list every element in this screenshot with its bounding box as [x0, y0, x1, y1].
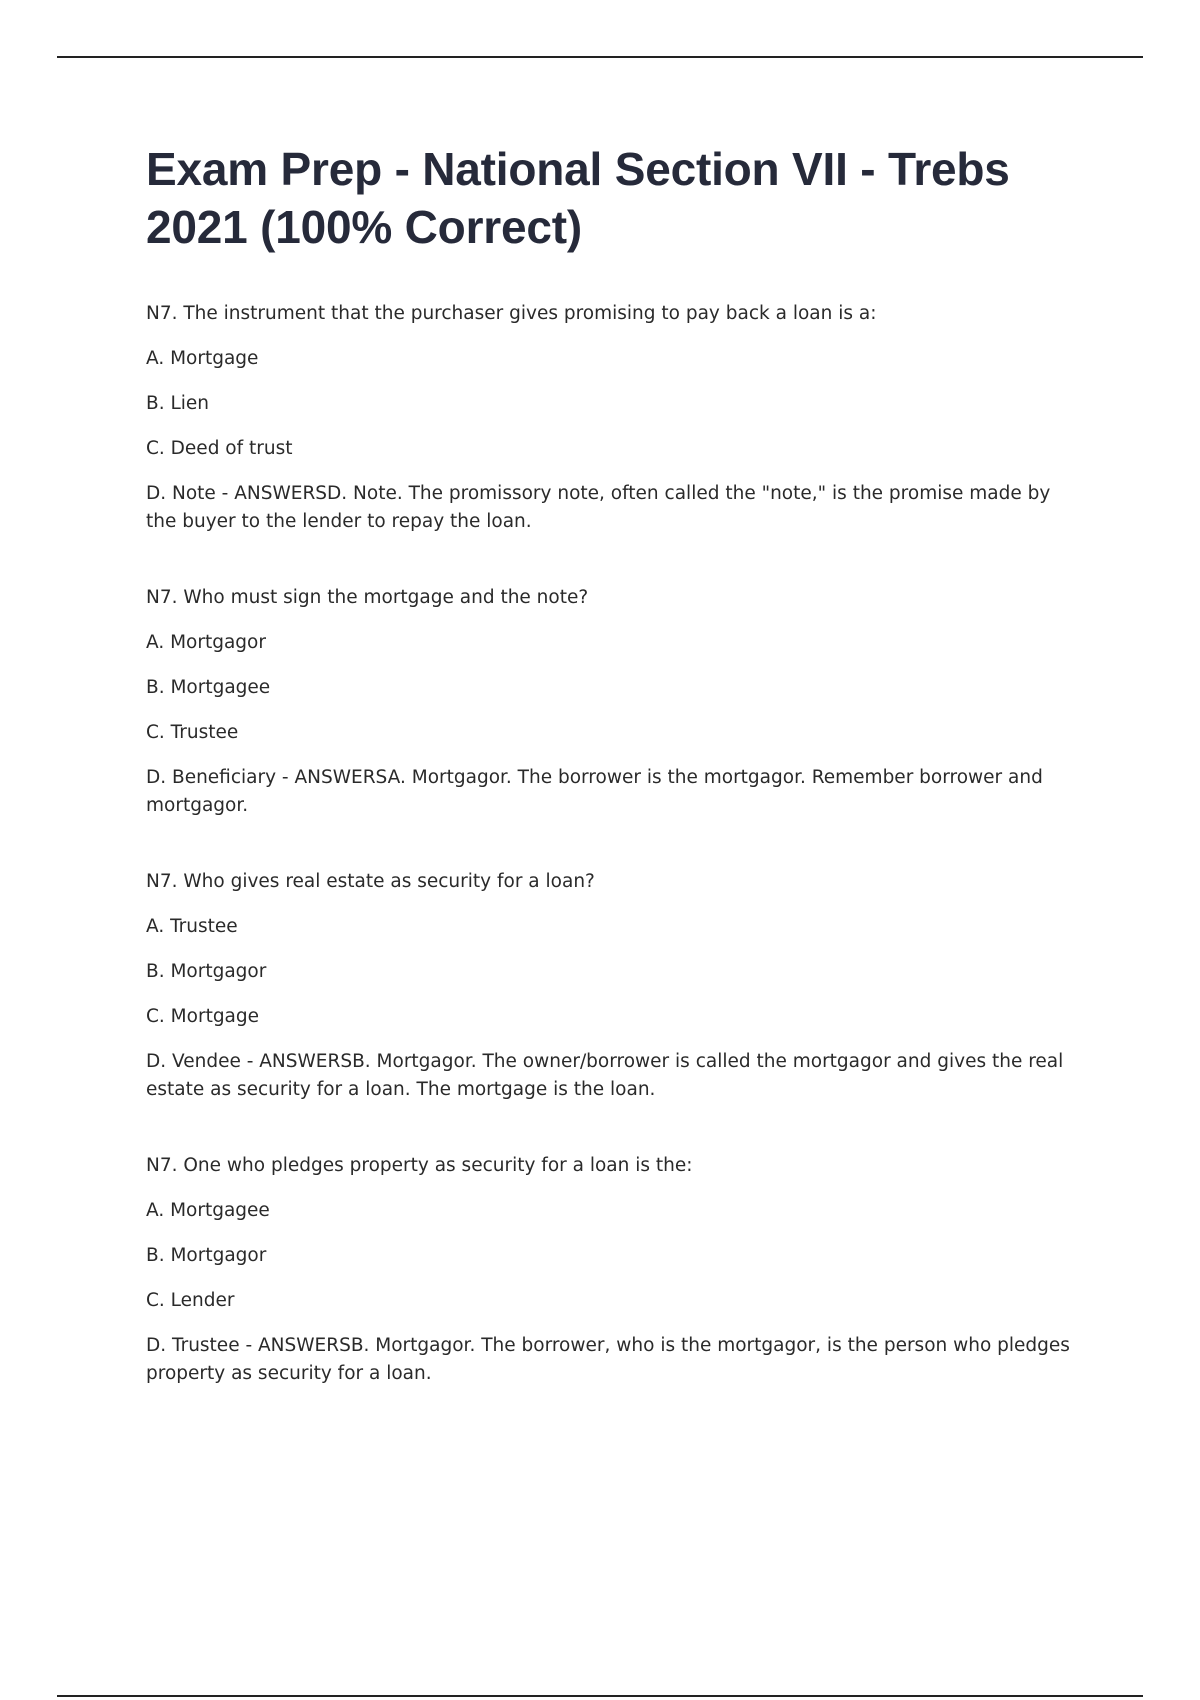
option-c: C. Lender — [146, 1290, 235, 1311]
option-b: B. Mortgagor — [146, 1245, 267, 1266]
option-b: B. Mortgagor — [146, 961, 267, 982]
option-b: B. Mortgagee — [146, 677, 271, 698]
question-block-3 — [146, 868, 1076, 1104]
option-a: A. Trustee — [146, 916, 238, 937]
option-a: A. Mortgagee — [146, 1200, 270, 1221]
question-text: N7. The instrument that the purchaser gives promising to pay back a loan is a: — [146, 303, 877, 324]
option-b: B. Lien — [146, 393, 210, 414]
option-c: C. Mortgage — [146, 1006, 260, 1027]
question-list — [146, 300, 1076, 1388]
question-text: N7. Who must sign the mortgage and the note? — [146, 587, 589, 608]
option-d-answer: D. Trustee - ANSWERSB. Mortgagor. The borrower, who is the mortgagor, is the person who pledges property as security for a loan. — [146, 1335, 1070, 1384]
option-d-answer: D. Note - ANSWERSD. Note. The promissory note, often called the "note," is the promise made by the buyer to the lender to repay the loan. — [146, 483, 1051, 532]
option-a: A. Mortgagor — [146, 632, 266, 653]
document-page — [146, 140, 1076, 1436]
question-text: N7. One who pledges property as security for a loan is the: — [146, 1155, 693, 1176]
option-d-answer: D. Vendee - ANSWERSB. Mortgagor. The owner/borrower is called the mortgagor and gives the real estate as security for a loan. The mortgage is the loan. — [146, 1051, 1064, 1100]
option-a: A. Mortgage — [146, 348, 259, 369]
option-c: C. Deed of trust — [146, 438, 293, 459]
option-c: C. Trustee — [146, 722, 239, 743]
option-d-answer: D. Beneficiary - ANSWERSA. Mortgagor. The borrower is the mortgagor. Remember borrower and mortgagor. — [146, 767, 1043, 816]
question-block-2 — [146, 584, 1076, 820]
bottom-rule — [57, 1695, 1143, 1697]
top-rule — [57, 56, 1143, 58]
document-title: Exam Prep - National Section VII - Trebs 2021 (100% Correct) — [146, 143, 1010, 253]
question-text: N7. Who gives real estate as security for a loan? — [146, 871, 595, 892]
question-block-4 — [146, 1152, 1076, 1388]
question-block-1 — [146, 300, 1076, 536]
